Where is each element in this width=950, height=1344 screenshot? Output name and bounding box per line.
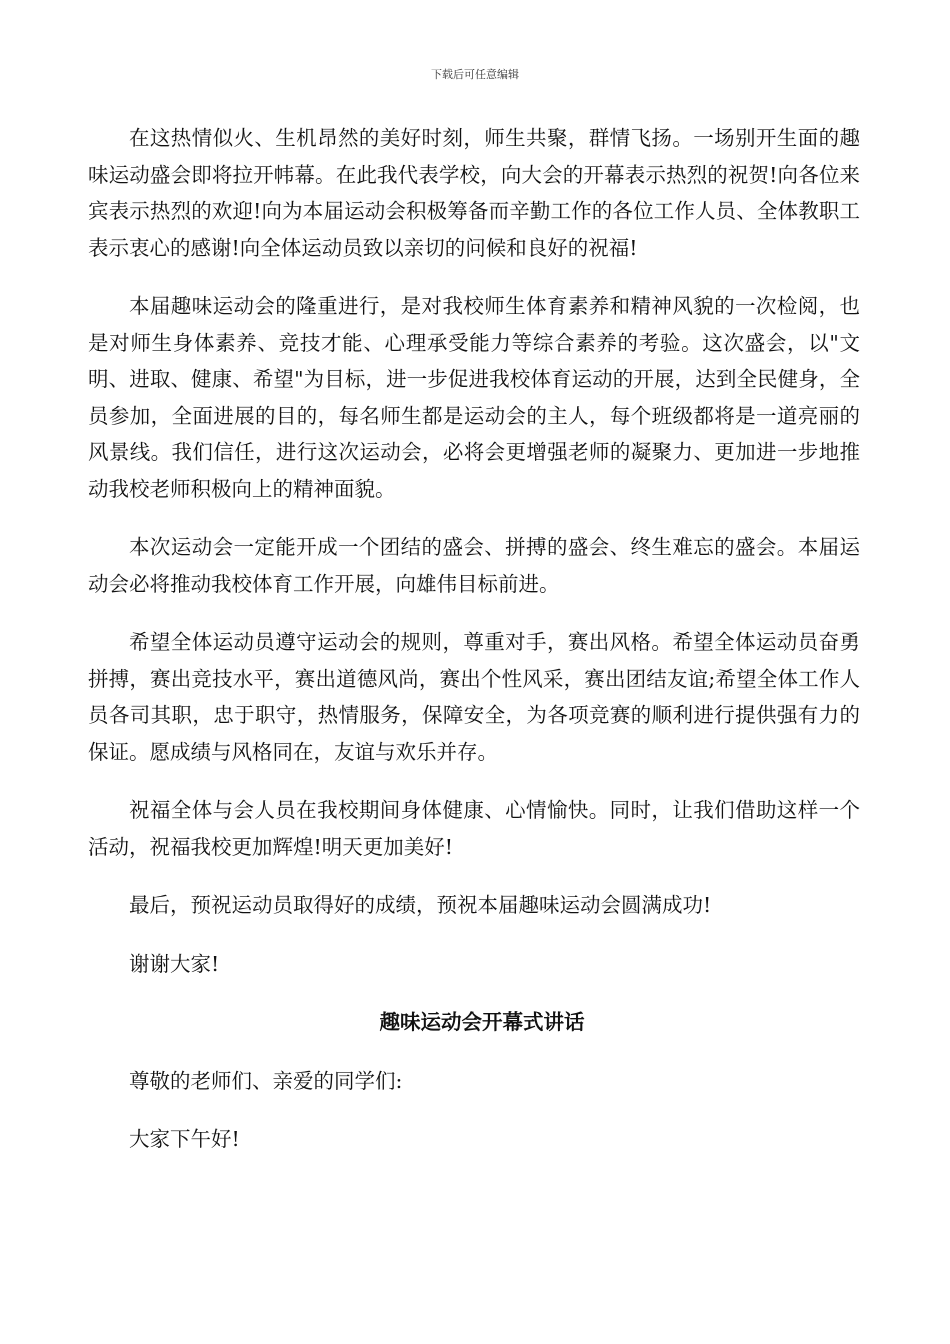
section-title: 趣味运动会开幕式讲话 bbox=[379, 1010, 585, 1034]
paragraph-closing-wish: 最后，预祝运动员取得好的成绩，预祝本届趣味运动会圆满成功! bbox=[129, 893, 712, 917]
paragraph-hopes: 希望全体运动员遵守运动会的规则，尊重对手，赛出风格。希望全体运动员奋勇拼搏，赛出竞技水平，赛出道德风尚，赛出个性风采，赛出团结友谊;希望全体工作人员各司其职，忠于职守，热情服务，保障安全，为各项竞赛的顺利进行提供强有力的保证。愿成绩与风格同在，友谊与欢乐并存。 bbox=[88, 630, 860, 764]
paragraph-blessing: 祝福全体与会人员在我校期间身体健康、心情愉快。同时，让我们借助这样一个活动，祝福我校更加辉煌!明天更加美好! bbox=[88, 798, 860, 859]
paragraph-salutation: 尊敬的老师们、亲爱的同学们: bbox=[129, 1068, 403, 1093]
paragraph-expectation: 本次运动会一定能开成一个团结的盛会、拼搏的盛会、终生难忘的盛会。本届运动会必将推动我校体育工作开展，向雄伟目标前进。 bbox=[88, 535, 860, 596]
page-header-note: 下载后可任意编辑 bbox=[431, 68, 519, 81]
document-body bbox=[88, 120, 860, 1180]
paragraph-significance: 本届趣味运动会的隆重进行，是对我校师生体育素养和精神风貌的一次检阅，也是对师生身体素养、竞技才能、心理承受能力等综合素养的考验。这次盛会，以"文明、进取、健康、希望"为目标，进一步促进我校体育运动的开展，达到全民健身，全员参加，全面进展的目的，每名师生都是运动会的主人，每个班级都将是一道亮丽的风景线。我们信任，进行这次运动会，必将会更增强老师的凝聚力、更加进一步地推动我校老师积极向上的精神面貌。 bbox=[88, 294, 860, 501]
paragraph-thanks: 谢谢大家! bbox=[129, 951, 220, 976]
paragraph-greeting: 大家下午好! bbox=[129, 1127, 240, 1151]
paragraph-opening: 在这热情似火、生机昂然的美好时刻，师生共聚，群情飞扬。一场别开生面的趣味运动盛会即将拉开帏幕。在此我代表学校，向大会的开幕表示热烈的祝贺!向各位来宾表示热烈的欢迎!向为本届运动会积极筹备而辛勤工作的各位工作人员、全体教职工表示衷心的感谢!向全体运动员致以亲切的问候和良好的祝福! bbox=[88, 126, 860, 260]
